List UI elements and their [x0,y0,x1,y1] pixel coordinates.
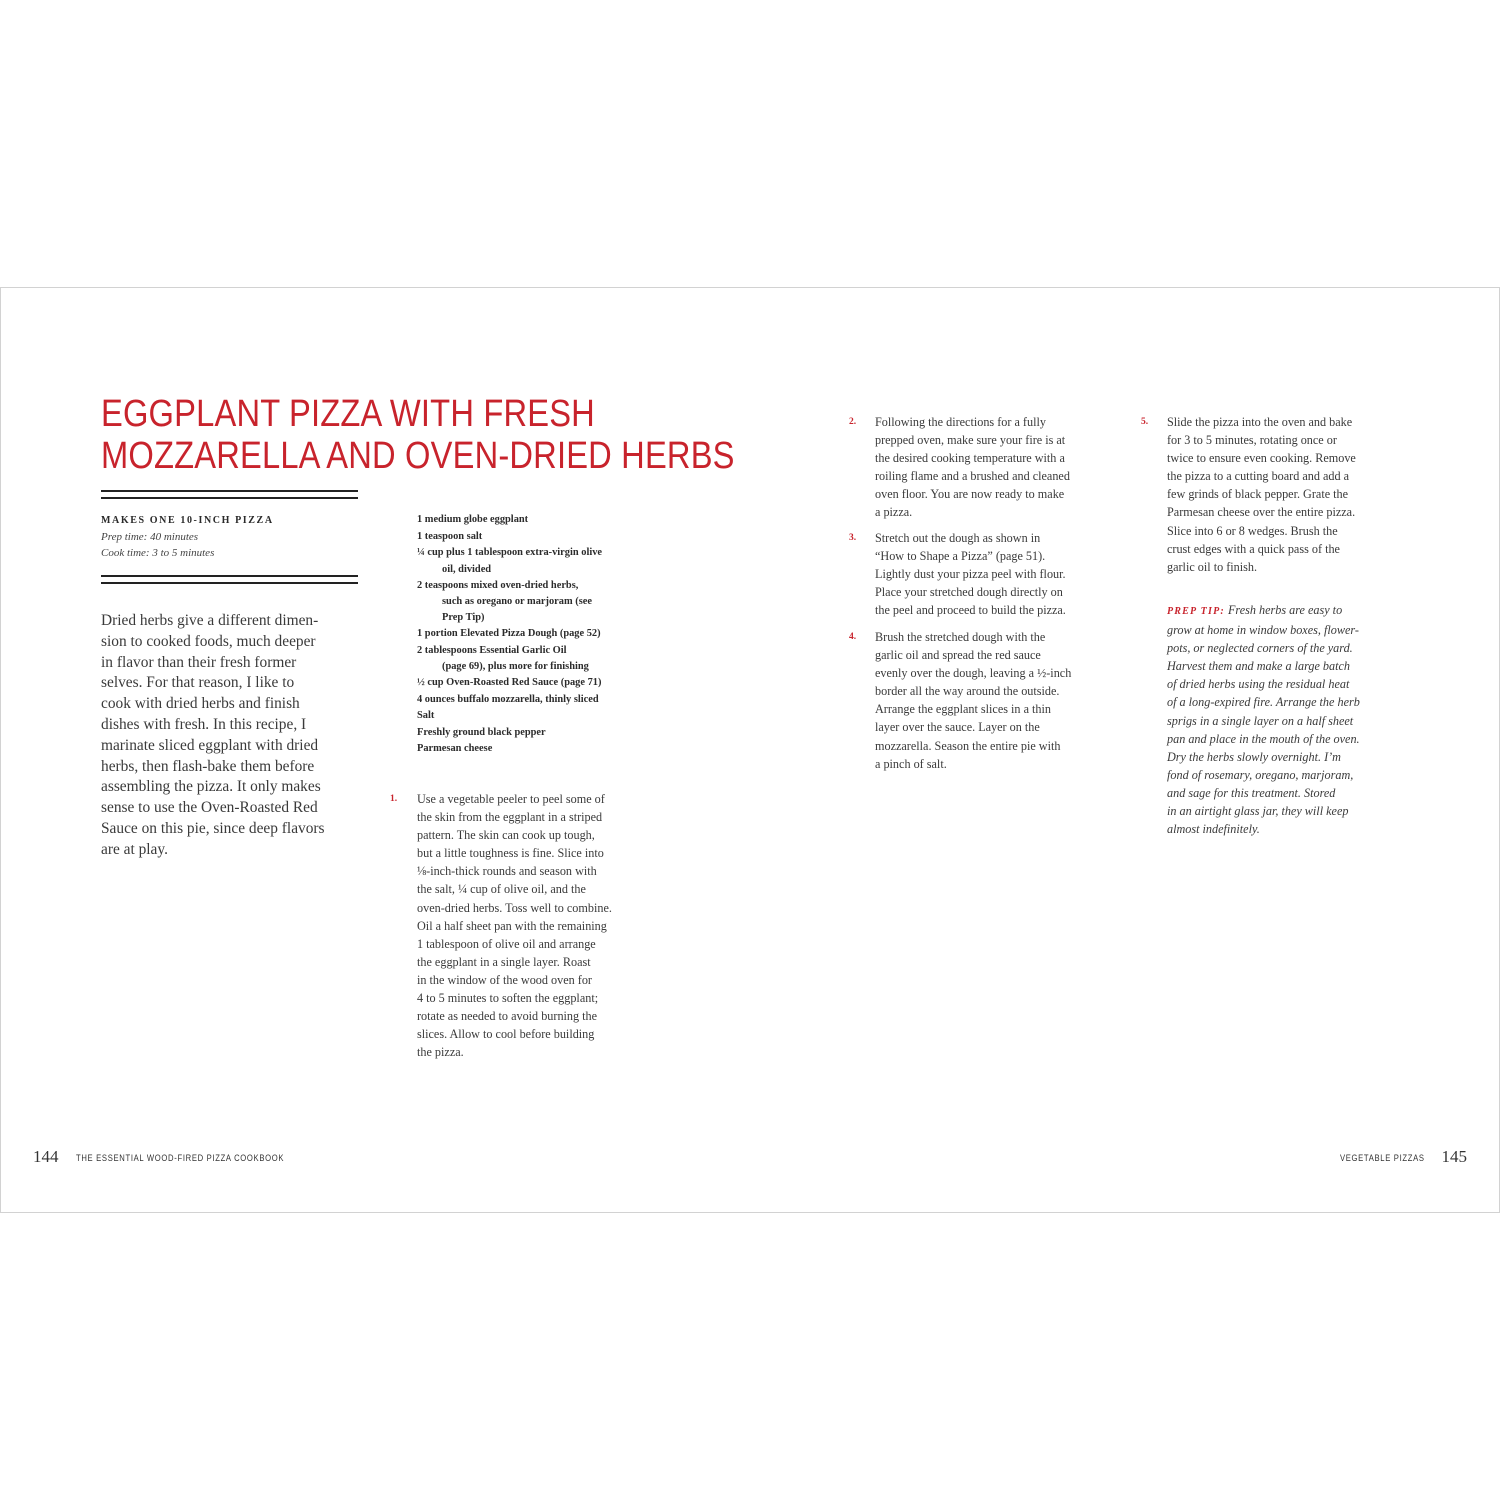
step-number: 5. [1141,417,1149,427]
step-line: the salt, ¼ cup of olive oil, and the [417,882,586,897]
step-line: the pizza to a cutting board and add a [1167,469,1350,484]
title-line: MOZZARELLA AND OVEN-DRIED HERBS [101,435,735,477]
recipe-headnote [101,611,363,861]
step-line: Use a vegetable peeler to peel some of [417,792,605,806]
step-line: Slide the pizza into the oven and bake [1167,415,1353,429]
step-line: garlic oil to finish. [1167,559,1258,574]
step-line: for 3 to 5 minutes, rotating once or [1167,433,1337,448]
ingredient-text-continued: such as oregano or marjoram (see [442,596,592,607]
step-line: Brush the stretched dough with the [875,630,1046,644]
prep-time: Prep time: 40 minutes [101,531,199,543]
ingredient-item [417,545,667,578]
ingredient-item [417,692,667,709]
recipe-title [101,393,735,477]
headnote-line: assembling the pizza. It only makes [101,778,321,796]
prep-tip-line: sprigs in a single layer on a half sheet [1167,713,1354,728]
left-running-head: THE ESSENTIAL WOOD-FIRED PIZZA COOKBOOK [76,1153,285,1163]
title-line: EGGPLANT PIZZA WITH FRESH [101,393,595,435]
prep-tip-line: Dry the herbs slowly overnight. I’m [1167,749,1341,764]
step-line: mozzarella. Season the entire pie with [875,738,1061,753]
step-5 [1167,413,1417,576]
step-3 [875,529,1125,619]
step-line: a pinch of salt. [875,756,947,771]
right-running-head: VEGETABLE PIZZAS [1340,1153,1425,1163]
step-line: the desired cooking temperature with a [875,451,1065,466]
ingredient-item [417,643,667,676]
ingredient-item [417,675,667,692]
ingredient-text: 1 teaspoon salt [417,530,483,542]
step-line: Oil a half sheet pan with the remaining [417,918,607,933]
ingredient-text: Parmesan cheese [417,743,493,754]
headnote-line: Dried herbs give a different dimen- [101,612,319,629]
step-4 [875,628,1125,773]
prep-tip-label: PREP TIP: [1167,606,1225,617]
ingredient-text: 1 portion Elevated Pizza Dough (page 52) [417,628,601,639]
ingredient-list [417,512,667,758]
ingredient-item [417,512,667,529]
step-line: 1 tablespoon of olive oil and arrange [417,936,596,951]
ingredient-text: ¼ cup plus 1 tablespoon extra-virgin olive [417,547,603,558]
headnote-line: herbs, then flash-bake them before [101,757,315,775]
headnote-line: in flavor than their fresh former [101,653,297,671]
yield-label: MAKES ONE 10-INCH PIZZA [101,515,274,526]
step-line: in the window of the wood oven for [417,972,592,987]
step-number: 2. [849,417,857,427]
prep-tip [1167,601,1417,838]
right-page-number: 145 [1441,1147,1467,1166]
ingredient-text-continued: Prep Tip) [442,612,485,623]
prep-tip-line: of dried herbs using the residual heat [1167,677,1350,692]
step-line: Following the directions for a fully [875,415,1046,429]
step-line: but a little toughness is fine. Slice into [417,846,604,861]
prep-tip-line: and sage for this treatment. Stored [1167,785,1336,800]
prep-tip-line: grow at home in window boxes, flower- [1167,623,1359,638]
prep-tip-line: of a long-expired fire. Arrange the herb [1167,695,1360,710]
step-line: oven floor. You are now ready to make [875,487,1065,502]
book-spread [0,287,1500,1213]
ingredient-text-continued: oil, divided [442,563,492,575]
step-line: pattern. The skin can cook up tough, [417,828,595,843]
step-line: Stretch out the dough as shown in [875,531,1041,545]
step-1 [417,790,667,1061]
step-line: prepped oven, make sure your fire is at [875,433,1066,448]
ingredient-item [417,626,667,643]
step-line: the peel and proceed to build the pizza. [875,603,1066,618]
ingredient-item [417,725,667,742]
prep-tip-line: pan and place in the mouth of the oven. [1167,731,1360,746]
left-page-number: 144 [33,1147,59,1166]
step-number: 3. [849,533,857,543]
step-line: oven-dried herbs. Toss well to combine. [417,900,612,915]
step-line: a pizza. [875,505,913,520]
ingredient-text: 2 teaspoons mixed oven-dried herbs, [417,579,579,591]
step-line: Place your stretched dough directly on [875,585,1063,600]
ingredient-item [417,741,667,758]
headnote-line: dishes with fresh. In this recipe, I [101,715,307,733]
ingredient-text: 1 medium globe eggplant [417,514,529,525]
step-line: evenly over the dough, leaving a ½-inch [875,666,1072,681]
step-line: the pizza. [417,1045,464,1060]
prep-tip-text: Fresh herbs are easy to [1227,603,1343,617]
step-2 [875,413,1125,522]
ingredient-text: Freshly ground black pepper [417,726,546,738]
step-line: the skin from the eggplant in a striped [417,810,603,825]
step-line: garlic oil and spread the red sauce [875,648,1041,663]
double-rule-top [101,490,358,499]
step-line: Parmesan cheese over the entire pizza. [1167,505,1356,520]
headnote-line: marinate sliced eggplant with dried [101,736,319,754]
prep-tip-first-line [1167,601,1417,621]
ingredient-text: Salt [417,710,435,721]
prep-tip-line: in an airtight glass jar, they will keep [1167,804,1349,819]
headnote-line: sense to use the Oven-Roasted Red [101,799,318,817]
ingredient-item [417,708,667,725]
step-line: border all the way around the outside. [875,684,1060,699]
ingredient-text-continued: (page 69), plus more for finishing [442,661,589,672]
ingredient-text: 4 ounces buffalo mozzarella, thinly sliced [417,693,599,705]
headnote-line: sion to cooked foods, much deeper [101,632,316,650]
ingredient-item [417,578,667,627]
step-line: Arrange the eggplant slices in a thin [875,702,1051,717]
headnote-line: Sauce on this pie, since deep flavors [101,819,325,837]
step-line: crust edges with a quick pass of the [1167,541,1340,556]
headnote-line: cook with dried herbs and finish [101,695,300,713]
step-line: 4 to 5 minutes to soften the eggplant; [417,991,599,1006]
cook-time: Cook time: 3 to 5 minutes [101,547,215,559]
step-line: “How to Shape a Pizza” (page 51). [875,549,1046,564]
ingredient-item [417,529,667,546]
prep-tip-line: pots, or neglected corners of the yard. [1167,641,1353,656]
headnote-line: are at play. [101,840,168,858]
prep-tip-line: almost indefinitely. [1167,822,1260,837]
step-line: rotate as needed to avoid burning the [417,1009,598,1024]
step-line: twice to ensure even cooking. Remove [1167,451,1356,466]
step-number: 4. [849,632,857,642]
double-rule-bottom [101,575,358,584]
step-line: ⅛-inch-thick rounds and season with [417,864,597,879]
prep-tip-line: fond of rosemary, oregano, marjoram, [1167,767,1354,782]
step-line: Slice into 6 or 8 wedges. Brush the [1167,523,1338,538]
step-line: Lightly dust your pizza peel with flour. [875,567,1066,582]
step-line: few grinds of black pepper. Grate the [1167,487,1349,502]
ingredient-text: ½ cup Oven-Roasted Red Sauce (page 71) [417,677,602,688]
step-line: roiling flame and a brushed and cleaned [875,469,1070,484]
step-line: layer over the sauce. Layer on the [875,720,1040,735]
headnote-line: selves. For that reason, I like to [101,674,295,692]
step-line: the eggplant in a single layer. Roast [417,954,591,969]
step-number: 1. [390,794,398,804]
ingredient-text: 2 tablespoons Essential Garlic Oil [417,644,567,656]
prep-tip-line: Harvest them and make a large batch [1167,659,1350,674]
step-line: slices. Allow to cool before building [417,1027,595,1042]
